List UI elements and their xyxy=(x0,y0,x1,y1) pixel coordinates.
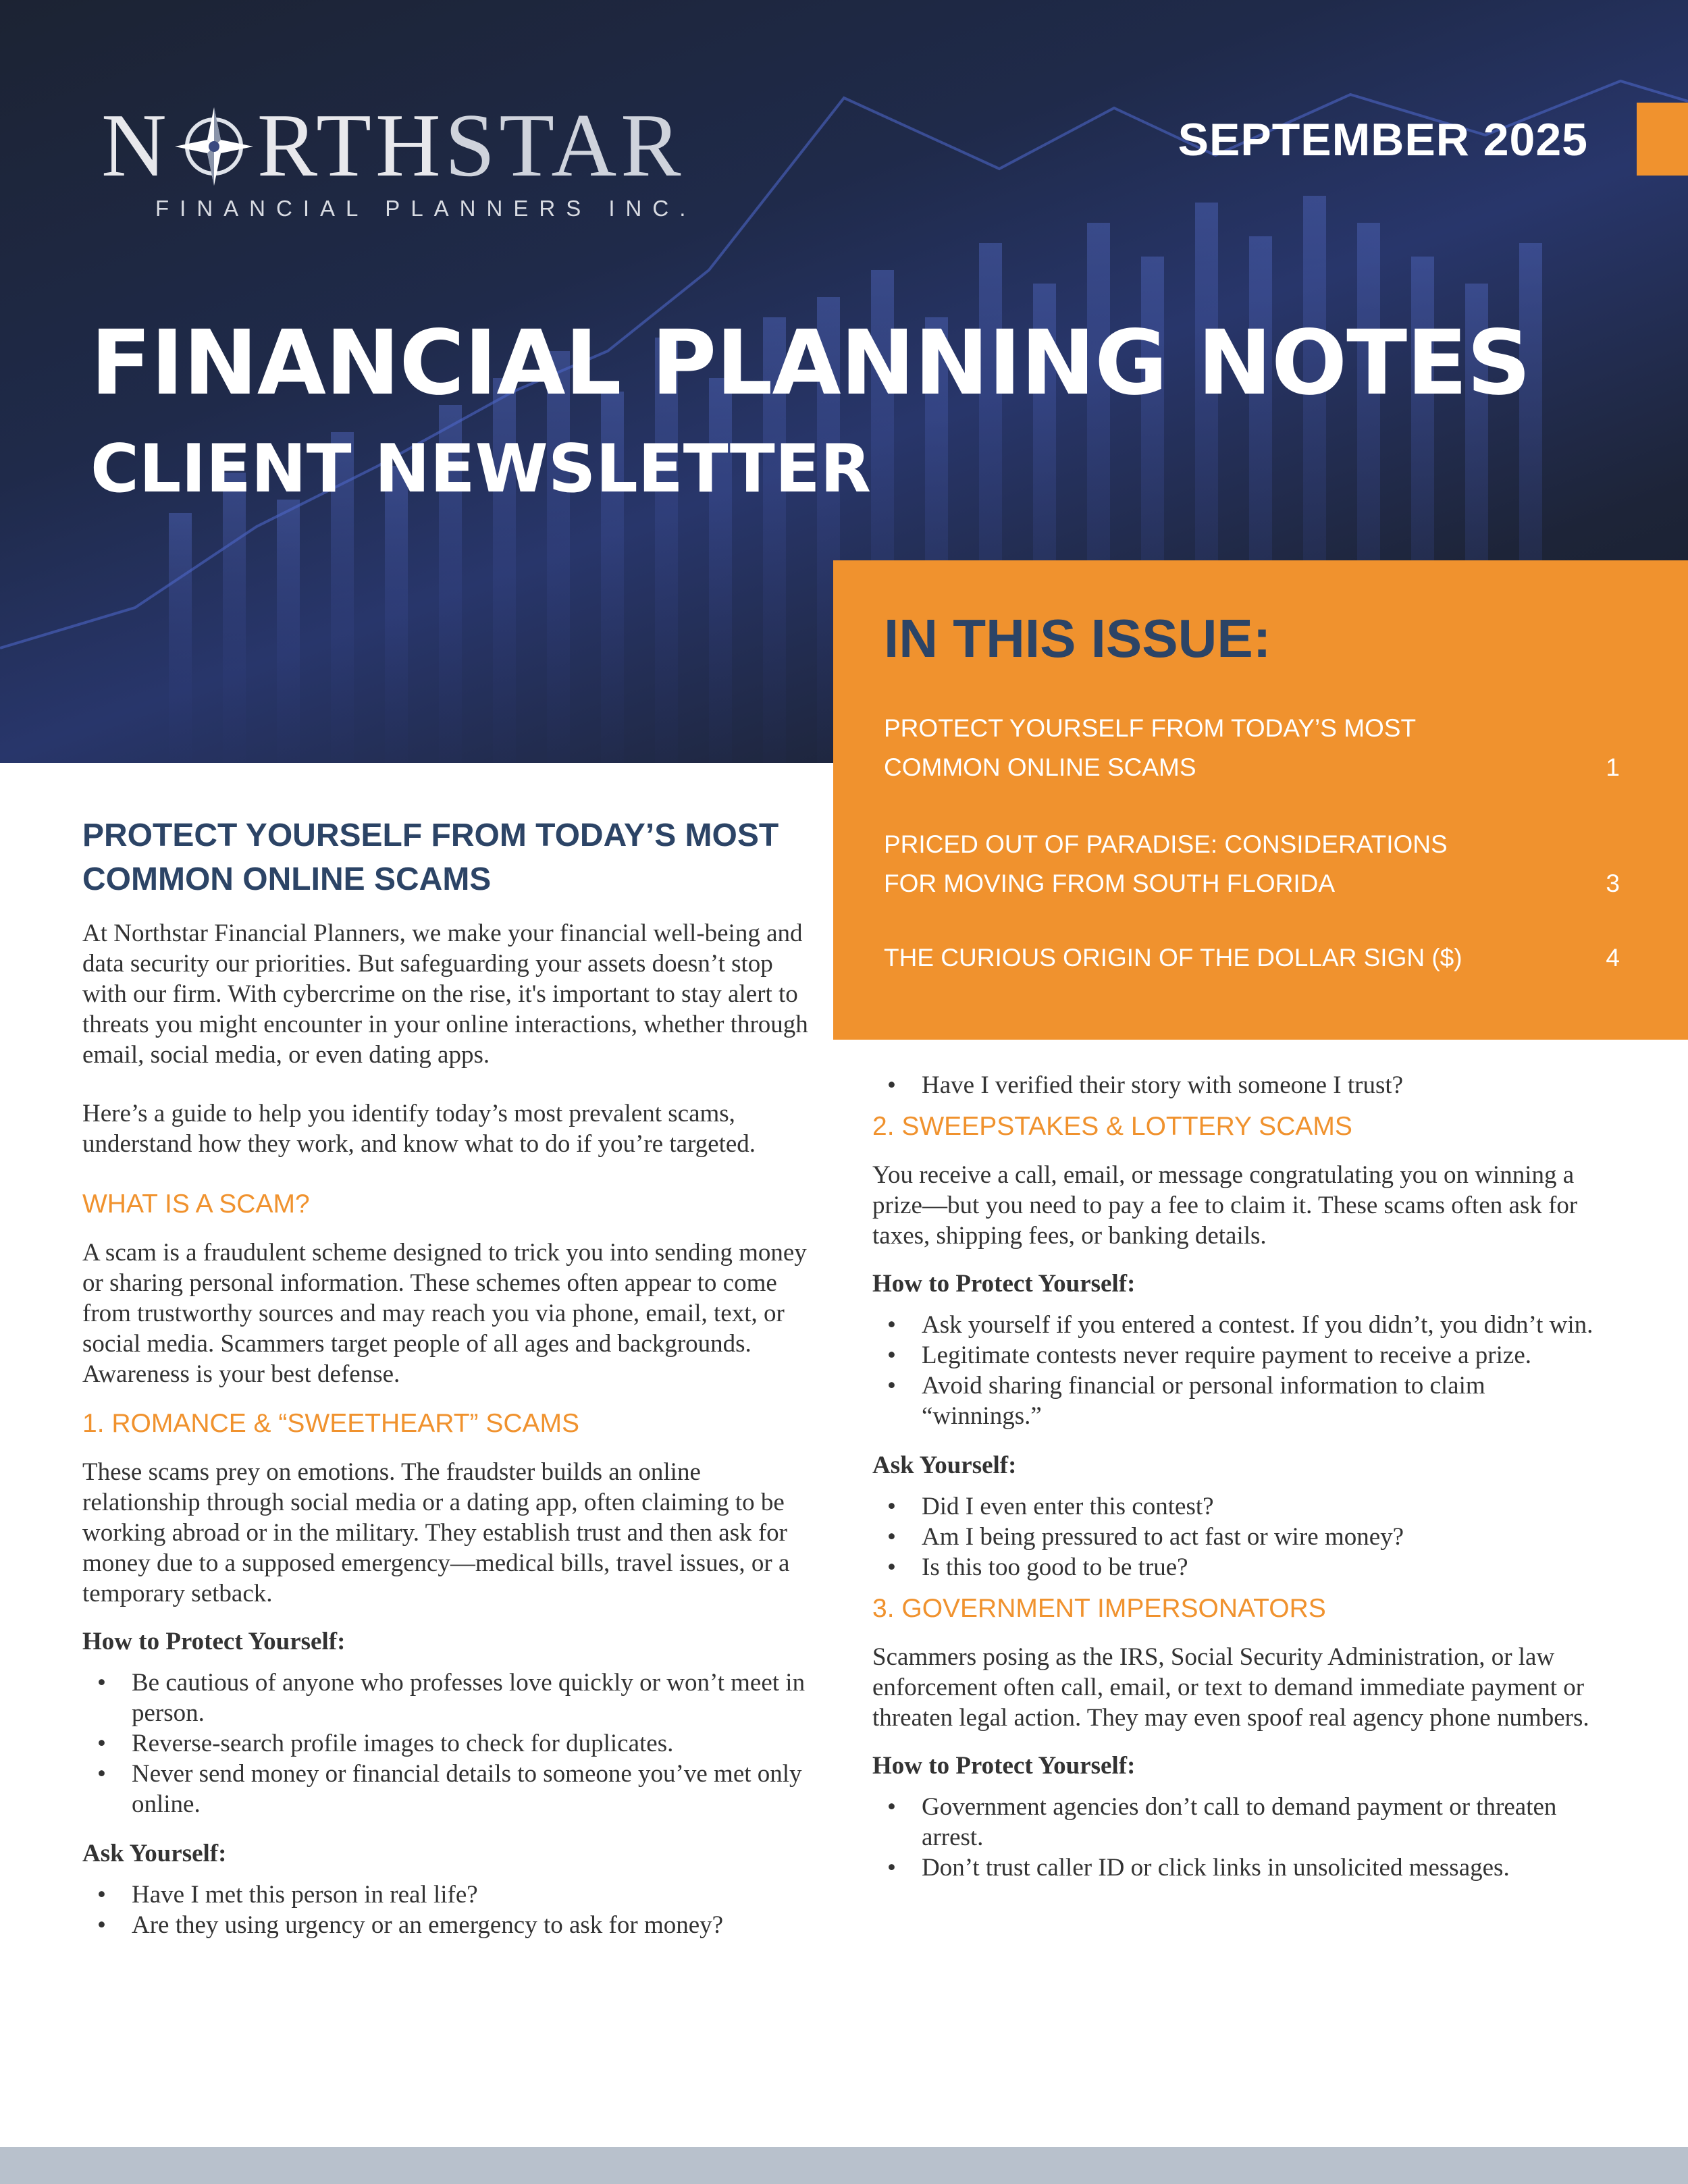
government-protect-list xyxy=(872,1792,1602,1883)
sweepstakes-paragraph: You receive a call, email, or message congratulating you on winning a prize—but you need to pay a fee to claim it. These scams often ask for taxes, shipping fees, or banking details. xyxy=(872,1161,1578,1250)
article-title: PROTECT YOURSELF FROM TODAY’S MOST COMMON ONLINE SCAMS xyxy=(82,818,779,897)
list-item: • Legitimate contests never require payment to receive a prize. xyxy=(872,1340,1602,1370)
protect-label: How to Protect Yourself: xyxy=(872,1752,1136,1780)
list-item: • Am I being pressured to act fast or wire money? xyxy=(872,1522,1602,1552)
toc-item[interactable] xyxy=(884,825,1620,903)
toc-item[interactable] xyxy=(884,938,1620,978)
ask-label: Ask Yourself: xyxy=(872,1451,1017,1479)
issue-date: SEPTEMBER 2025 xyxy=(1178,114,1588,165)
list-item: • Reverse-search profile images to check for duplicates. xyxy=(82,1728,822,1759)
table-of-contents xyxy=(833,560,1688,1040)
protect-label: How to Protect Yourself: xyxy=(82,1628,346,1655)
toc-item-title: PRICED OUT OF PARADISE: CONSIDERATIONS FOR MOVING FROM SOUTH FLORIDA xyxy=(884,830,1448,897)
intro-paragraph: At Northstar Financial Planners, we make your financial well-being and data security our priorities. But safeguarding your assets doesn’t stop with our firm. With cybercrime on the rise, it's important to stay alert to threats you might encounter in your online interactions, whether through email, social media, or even dating apps. xyxy=(82,920,808,1069)
list-item: • Government agencies don’t call to demand payment or threaten arrest. xyxy=(872,1792,1602,1853)
what-is-scam-paragraph: A scam is a fraudulent scheme designed to trick you into sending money or sharing personal information. These schemes often appear to come from trustworthy sources and may reach you via phone, email, text, or social media. Scammers target people of all ages and backgrounds. Awareness is your best defense. xyxy=(82,1239,807,1388)
list-item: • Never send money or financial details to someone you’ve met only online. xyxy=(82,1759,822,1819)
sweepstakes-ask-list xyxy=(872,1491,1602,1582)
romance-ask-list xyxy=(82,1880,822,1940)
toc-item-title: PROTECT YOURSELF FROM TODAY’S MOST COMMON ONLINE SCAMS xyxy=(884,714,1416,781)
list-item: • Have I verified their story with someone I trust? xyxy=(872,1070,1602,1100)
company-logo xyxy=(101,95,696,221)
list-item: • Be cautious of anyone who professes love quickly or won’t meet in person. xyxy=(82,1668,822,1728)
orange-corner-tab xyxy=(1637,103,1688,176)
list-item: • Did I even enter this contest? xyxy=(872,1491,1602,1522)
toc-item-page: 1 xyxy=(1606,753,1620,781)
section-heading-government: 3. GOVERNMENT IMPERSONATORS xyxy=(872,1594,1326,1623)
toc-item-page: 4 xyxy=(1606,944,1620,971)
ask-label: Ask Yourself: xyxy=(82,1840,227,1867)
toc-item[interactable] xyxy=(884,709,1620,787)
logo-letter-n: N xyxy=(101,95,171,195)
section-heading-sweepstakes: 2. SWEEPSTAKES & LOTTERY SCAMS xyxy=(872,1112,1352,1141)
list-item: • Don’t trust caller ID or click links in unsolicited messages. xyxy=(872,1853,1602,1883)
protect-label: How to Protect Yourself: xyxy=(872,1270,1136,1298)
logo-tagline: FINANCIAL PLANNERS INC. xyxy=(155,196,697,221)
list-item: • Ask yourself if you entered a contest. If you didn’t, you didn’t win. xyxy=(872,1310,1602,1340)
romance-protect-list xyxy=(82,1668,822,1819)
footer-bar xyxy=(0,2147,1688,2184)
toc-heading: IN THIS ISSUE: xyxy=(884,608,1271,668)
list-item: • Is this too good to be true? xyxy=(872,1552,1602,1582)
list-item: • Have I met this person in real life? xyxy=(82,1880,822,1910)
romance-ask-list-continued xyxy=(872,1070,1602,1100)
logo-letters-rth: RTH xyxy=(257,95,445,195)
list-item: • Are they using urgency or an emergency to ask for money? xyxy=(82,1910,822,1940)
section-heading-what-is-scam: WHAT IS A SCAM? xyxy=(82,1190,310,1219)
logo-letters-star: STAR xyxy=(444,95,685,195)
newsletter-title: FINANCIAL PLANNING NOTES xyxy=(90,311,1531,415)
logo-wordmark xyxy=(101,95,696,196)
newsletter-subtitle: CLIENT NEWSLETTER xyxy=(90,431,872,508)
toc-item-page: 3 xyxy=(1606,870,1620,897)
article-column-right xyxy=(872,1070,1602,1902)
romance-paragraph: These scams prey on emotions. The fraudster builds an online relationship through social media or a dating app, often claiming to be working abroad or in the military. They establish trust and then ask for money due to a supposed emergency—medical bills, travel issues, or a temporary setback. xyxy=(82,1458,790,1607)
compass-star-icon xyxy=(174,106,255,187)
list-item: • Avoid sharing financial or personal information to claim “winnings.” xyxy=(872,1370,1602,1431)
article-column-left xyxy=(82,814,822,1959)
sweepstakes-protect-list xyxy=(872,1310,1602,1431)
government-paragraph: Scammers posing as the IRS, Social Security Administration, or law enforcement often call, email, or text to demand immediate payment or threaten legal action. They may even spoof real agency phone numbers. xyxy=(872,1643,1589,1732)
section-heading-romance: 1. ROMANCE & “SWEETHEART” SCAMS xyxy=(82,1409,580,1438)
intro-paragraph: Here’s a guide to help you identify today’s most prevalent scams, understand how they work, and know what to do if you’re targeted. xyxy=(82,1100,756,1158)
toc-item-title: THE CURIOUS ORIGIN OF THE DOLLAR SIGN ($) xyxy=(884,944,1462,971)
